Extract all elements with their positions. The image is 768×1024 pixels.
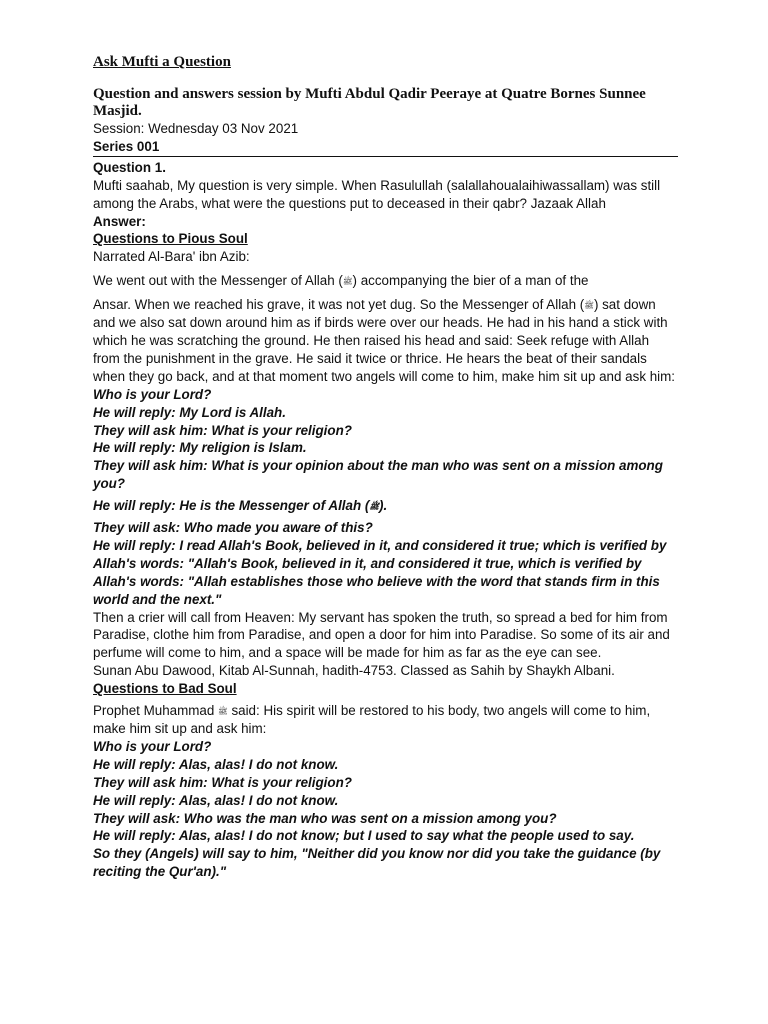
salawat-seal-icon: ﷺ	[584, 301, 594, 311]
hadith-text: ) accompanying the bier of a man of the	[352, 273, 589, 289]
narrated-line: Narrated Al-Bara' ibn Azib:	[93, 249, 250, 265]
session-date: Session: Wednesday 03 Nov 2021	[93, 121, 299, 136]
dialog-line: Who is your Lord?	[93, 738, 212, 754]
dialog-text: He will reply: He is the Messenger of Allah (	[93, 498, 370, 514]
prophet-paragraph	[93, 702, 679, 738]
section-heading-pious-soul: Questions to Pious Soul	[93, 231, 248, 247]
dialog-line: So they (Angels) will say to him, "Neither did you know nor did you take the guidance (by reciting the Qur'an)."	[93, 846, 661, 880]
dialog-line: Who is your Lord?	[93, 386, 212, 402]
hadith-text: Ansar. When we reached his grave, it was not yet dug. So the Messenger of Allah (	[93, 297, 585, 313]
salawat-seal-icon: ﷺ	[218, 707, 228, 717]
crier-paragraph: Then a crier will call from Heaven: My servant has spoken the truth, so spread a bed for him from Paradise, clothe him from Paradise, and open a door for him into Paradise. So some of its air and perfume will come to him, and a space will be made for him as far as the eye can see.	[93, 609, 670, 661]
prophet-text: said: His spirit will be restored to his body, two angels will come to him, make him sit up and ask him:	[93, 703, 651, 736]
question-text: Mufti saahab, My question is very simple. When Rasulullah (salallahoualaihiwassallam) was still among the Arabs, what were the questions put to deceased in their qabr? Jazaak Allah	[93, 177, 661, 211]
salawat-seal-icon: ﷺ	[369, 502, 379, 512]
prophet-text: Prophet Muhammad	[93, 703, 219, 719]
dialog-line: He will reply: Alas, alas! I do not know.	[93, 792, 339, 808]
dialog-line: They will ask him: What is your religion?	[93, 422, 352, 438]
dialog-line: He will reply: Alas, alas! I do not know; but I used to say what the people used to say.	[93, 828, 635, 844]
dialog-pious-1	[93, 386, 679, 609]
dialog-line: They will ask him: What is your opinion about the man who was sent on a mission among you?	[93, 458, 663, 492]
document-page	[93, 50, 679, 881]
dialog-text: ).	[378, 498, 388, 514]
question-label: Question 1.	[93, 159, 166, 175]
salawat-seal-icon: ﷺ	[342, 277, 353, 287]
series-label: Series 001	[93, 138, 160, 154]
dialog-line: They will ask: Who made you aware of this?	[93, 520, 373, 536]
document-title: Ask Mufti a Question	[93, 54, 231, 70]
dialog-line: He will reply: My Lord is Allah.	[93, 404, 286, 420]
dialog-line: They will ask: Who was the man who was sent on a mission among you?	[93, 810, 557, 826]
hadith-text: We went out with the Messenger of Allah (	[93, 273, 343, 289]
dialog-line: He will reply: Alas, alas! I do not know.	[93, 756, 339, 772]
divider	[93, 156, 678, 157]
session-heading: Question and answers session by Mufti Abdul Qadir Peeraye at Quatre Bornes Sunnee Masjid.	[93, 86, 646, 119]
hadith-text: down and we also sat down around him as if birds were over our heads. He had in his hand a stick with which he was scratching the ground. He then raised his head and said: Seek refuge with Allah from the punishment in the grave. He said it twice or thrice. He hears the beat of their sandals when they go back, and at that moment two angels will come to him, make him sit up and ask him:	[93, 297, 676, 384]
hadith-text: ) sat	[593, 297, 620, 313]
dialog-line	[93, 497, 679, 515]
dialog-line: He will reply: I read Allah's Book, believed in it, and considered it true; which is verified by Allah's words: "Allah's Book, believed in it, and considered it true, which is verified by Allah's words: "Allah establishes those who believe with the word that stands firm in this world and the next."	[93, 537, 667, 607]
section-heading-bad-soul: Questions to Bad Soul	[93, 681, 237, 697]
hadith-paragraph	[93, 272, 679, 385]
answer-label: Answer:	[93, 213, 146, 229]
dialog-bad-soul	[93, 738, 679, 881]
dialog-line: He will reply: My religion is Islam.	[93, 440, 307, 456]
hadith-source: Sunan Abu Dawood, Kitab Al-Sunnah, hadith-4753. Classed as Sahih by Shaykh Albani.	[93, 663, 615, 679]
dialog-line: They will ask him: What is your religion?	[93, 774, 352, 790]
